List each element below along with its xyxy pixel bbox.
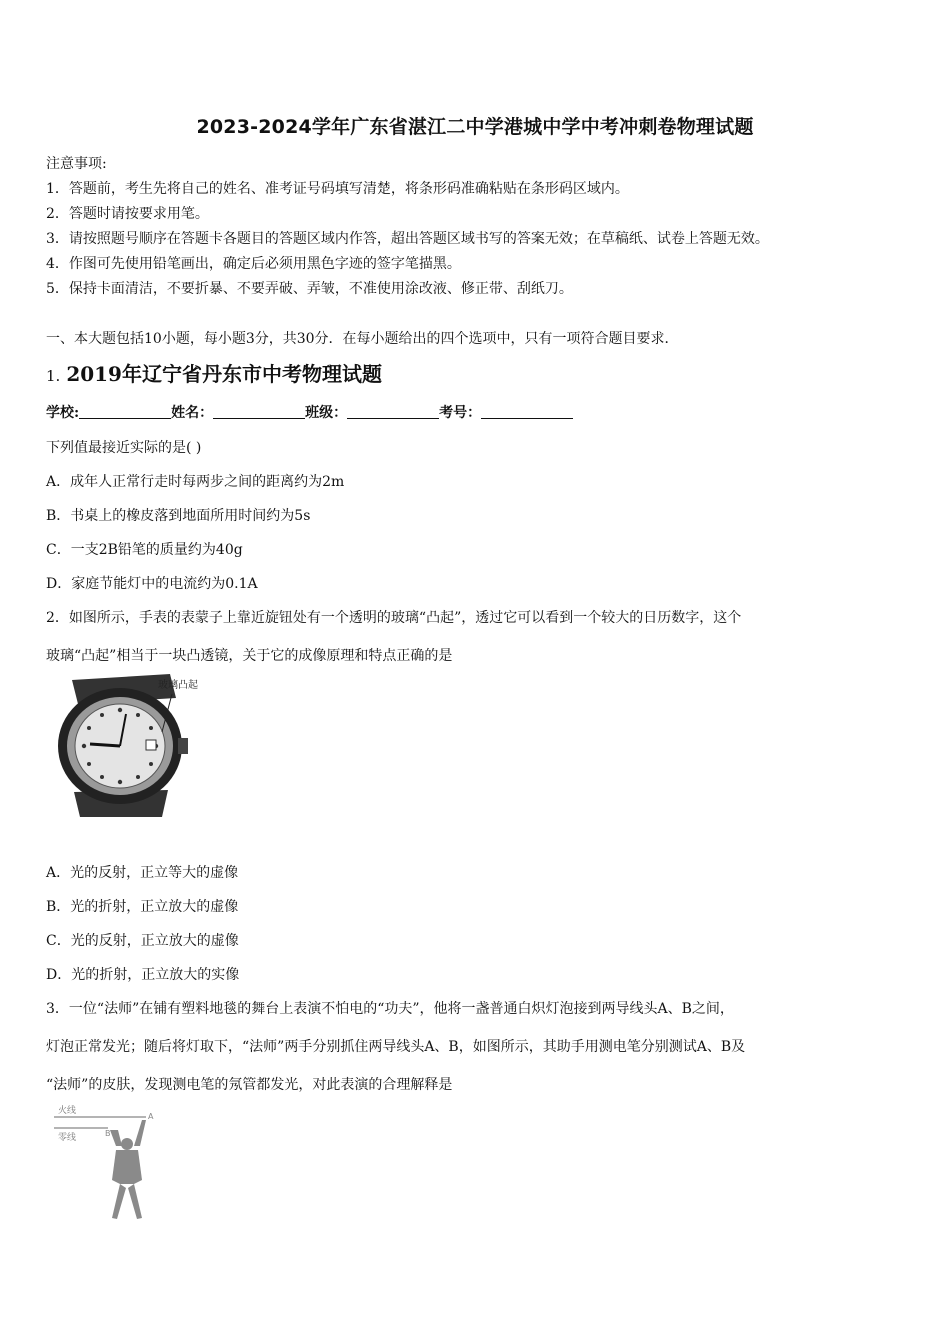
q1-option-b: B．书桌上的橡皮落到地面所用时间约为5s: [46, 508, 311, 524]
field-school-label: 学校:: [46, 405, 80, 421]
field-id-blank[interactable]: [481, 404, 573, 419]
notice-item: 2．答题时请按要求用笔。: [46, 206, 209, 222]
q3-stem-line3: “法师”的皮肤，发现测电笔的氖管都发光，对此表演的合理解释是: [46, 1077, 453, 1093]
q1-source: 2019年辽宁省丹东市中考物理试题: [66, 362, 382, 386]
field-name-label: 姓名：: [171, 405, 214, 421]
notice-item: 4．作图可先使用铅笔画出，确定后必须用黑色字迹的签字笔描黑。: [46, 256, 461, 272]
q3-stem-line1: 3．一位“法师”在铺有塑料地毯的舞台上表演不怕电的“功夫”，他将一盏普通白炽灯泡接到两导线头A、B之间，: [46, 1001, 734, 1017]
field-school-blank[interactable]: [79, 404, 171, 419]
wire-end-a: A: [148, 1112, 154, 1121]
live-wire-label: 火线: [58, 1106, 77, 1116]
q2-option-a: A．光的反射，正立等大的虚像: [46, 865, 239, 881]
magician-silhouette: [110, 1120, 146, 1219]
q3-stem-line2: 灯泡正常发光；随后将灯取下，“法师”两手分别抓住两导线头A、B，如图所示，其助手用测电笔分别测试A、B及: [46, 1039, 746, 1055]
wire-end-b: B: [105, 1129, 111, 1138]
notice-item: 5．保持卡面清洁，不要折暴、不要弄破、弄皱，不准使用涂改液、修正带、刮纸刀。: [46, 281, 573, 297]
watch-hour-hand: [90, 744, 120, 746]
watch-date-window: [146, 740, 156, 750]
field-name-blank[interactable]: [213, 404, 305, 419]
neutral-wire-label: 零线: [58, 1133, 77, 1143]
field-class-blank[interactable]: [347, 404, 439, 419]
q1-fields: [46, 402, 573, 422]
q1-heading: [46, 358, 382, 387]
field-class-label: 班级：: [305, 405, 348, 421]
q1-option-d: D．家庭节能灯中的电流约为0.1A: [46, 576, 258, 592]
section-instruction: 一、本大题包括10小题，每小题3分，共30分．在每小题给出的四个选项中，只有一项符合题目要求．: [46, 331, 679, 347]
notice-item: 3．请按照题号顺序在答题卡各题目的答题区域内作答，超出答题区域书写的答案无效；在草稿纸、试卷上答题无效。: [46, 231, 769, 247]
magician-figure: [50, 1100, 170, 1225]
watch-figure: [50, 672, 220, 822]
q1-option-c: C．一支2B铅笔的质量约为40g: [46, 542, 243, 558]
q2-stem-line2: 玻璃“凸起”相当于一块凸透镜，关于它的成像原理和特点正确的是: [46, 648, 453, 664]
watch-crown: [178, 738, 188, 754]
q2-option-d: D．光的折射，正立放大的实像: [46, 967, 240, 983]
notice-heading: 注意事项:: [46, 156, 107, 172]
watch-label: 玻璃凸起: [158, 680, 198, 691]
q2-option-c: C．光的反射，正立放大的虚像: [46, 933, 239, 949]
q2-option-b: B．光的折射，正立放大的虚像: [46, 899, 239, 915]
q2-stem-line1: 2．如图所示，手表的表蒙子上靠近旋钮处有一个透明的玻璃“凸起”，透过它可以看到一个较大的日历数字，这个: [46, 610, 742, 626]
notice-item: 1．答题前，考生先将自己的姓名、准考证号码填写清楚，将条形码准确粘贴在条形码区域内。: [46, 181, 629, 197]
page-title: 2023-2024学年广东省湛江二中学港城中学中考冲刺卷物理试题: [196, 116, 754, 138]
q1-number: 1.: [46, 367, 61, 385]
field-id-label: 考号：: [439, 405, 482, 421]
q1-stem: 下列值最接近实际的是( ): [46, 440, 202, 456]
q1-option-a: A．成年人正常行走时每两步之间的距离约为2m: [46, 474, 345, 490]
